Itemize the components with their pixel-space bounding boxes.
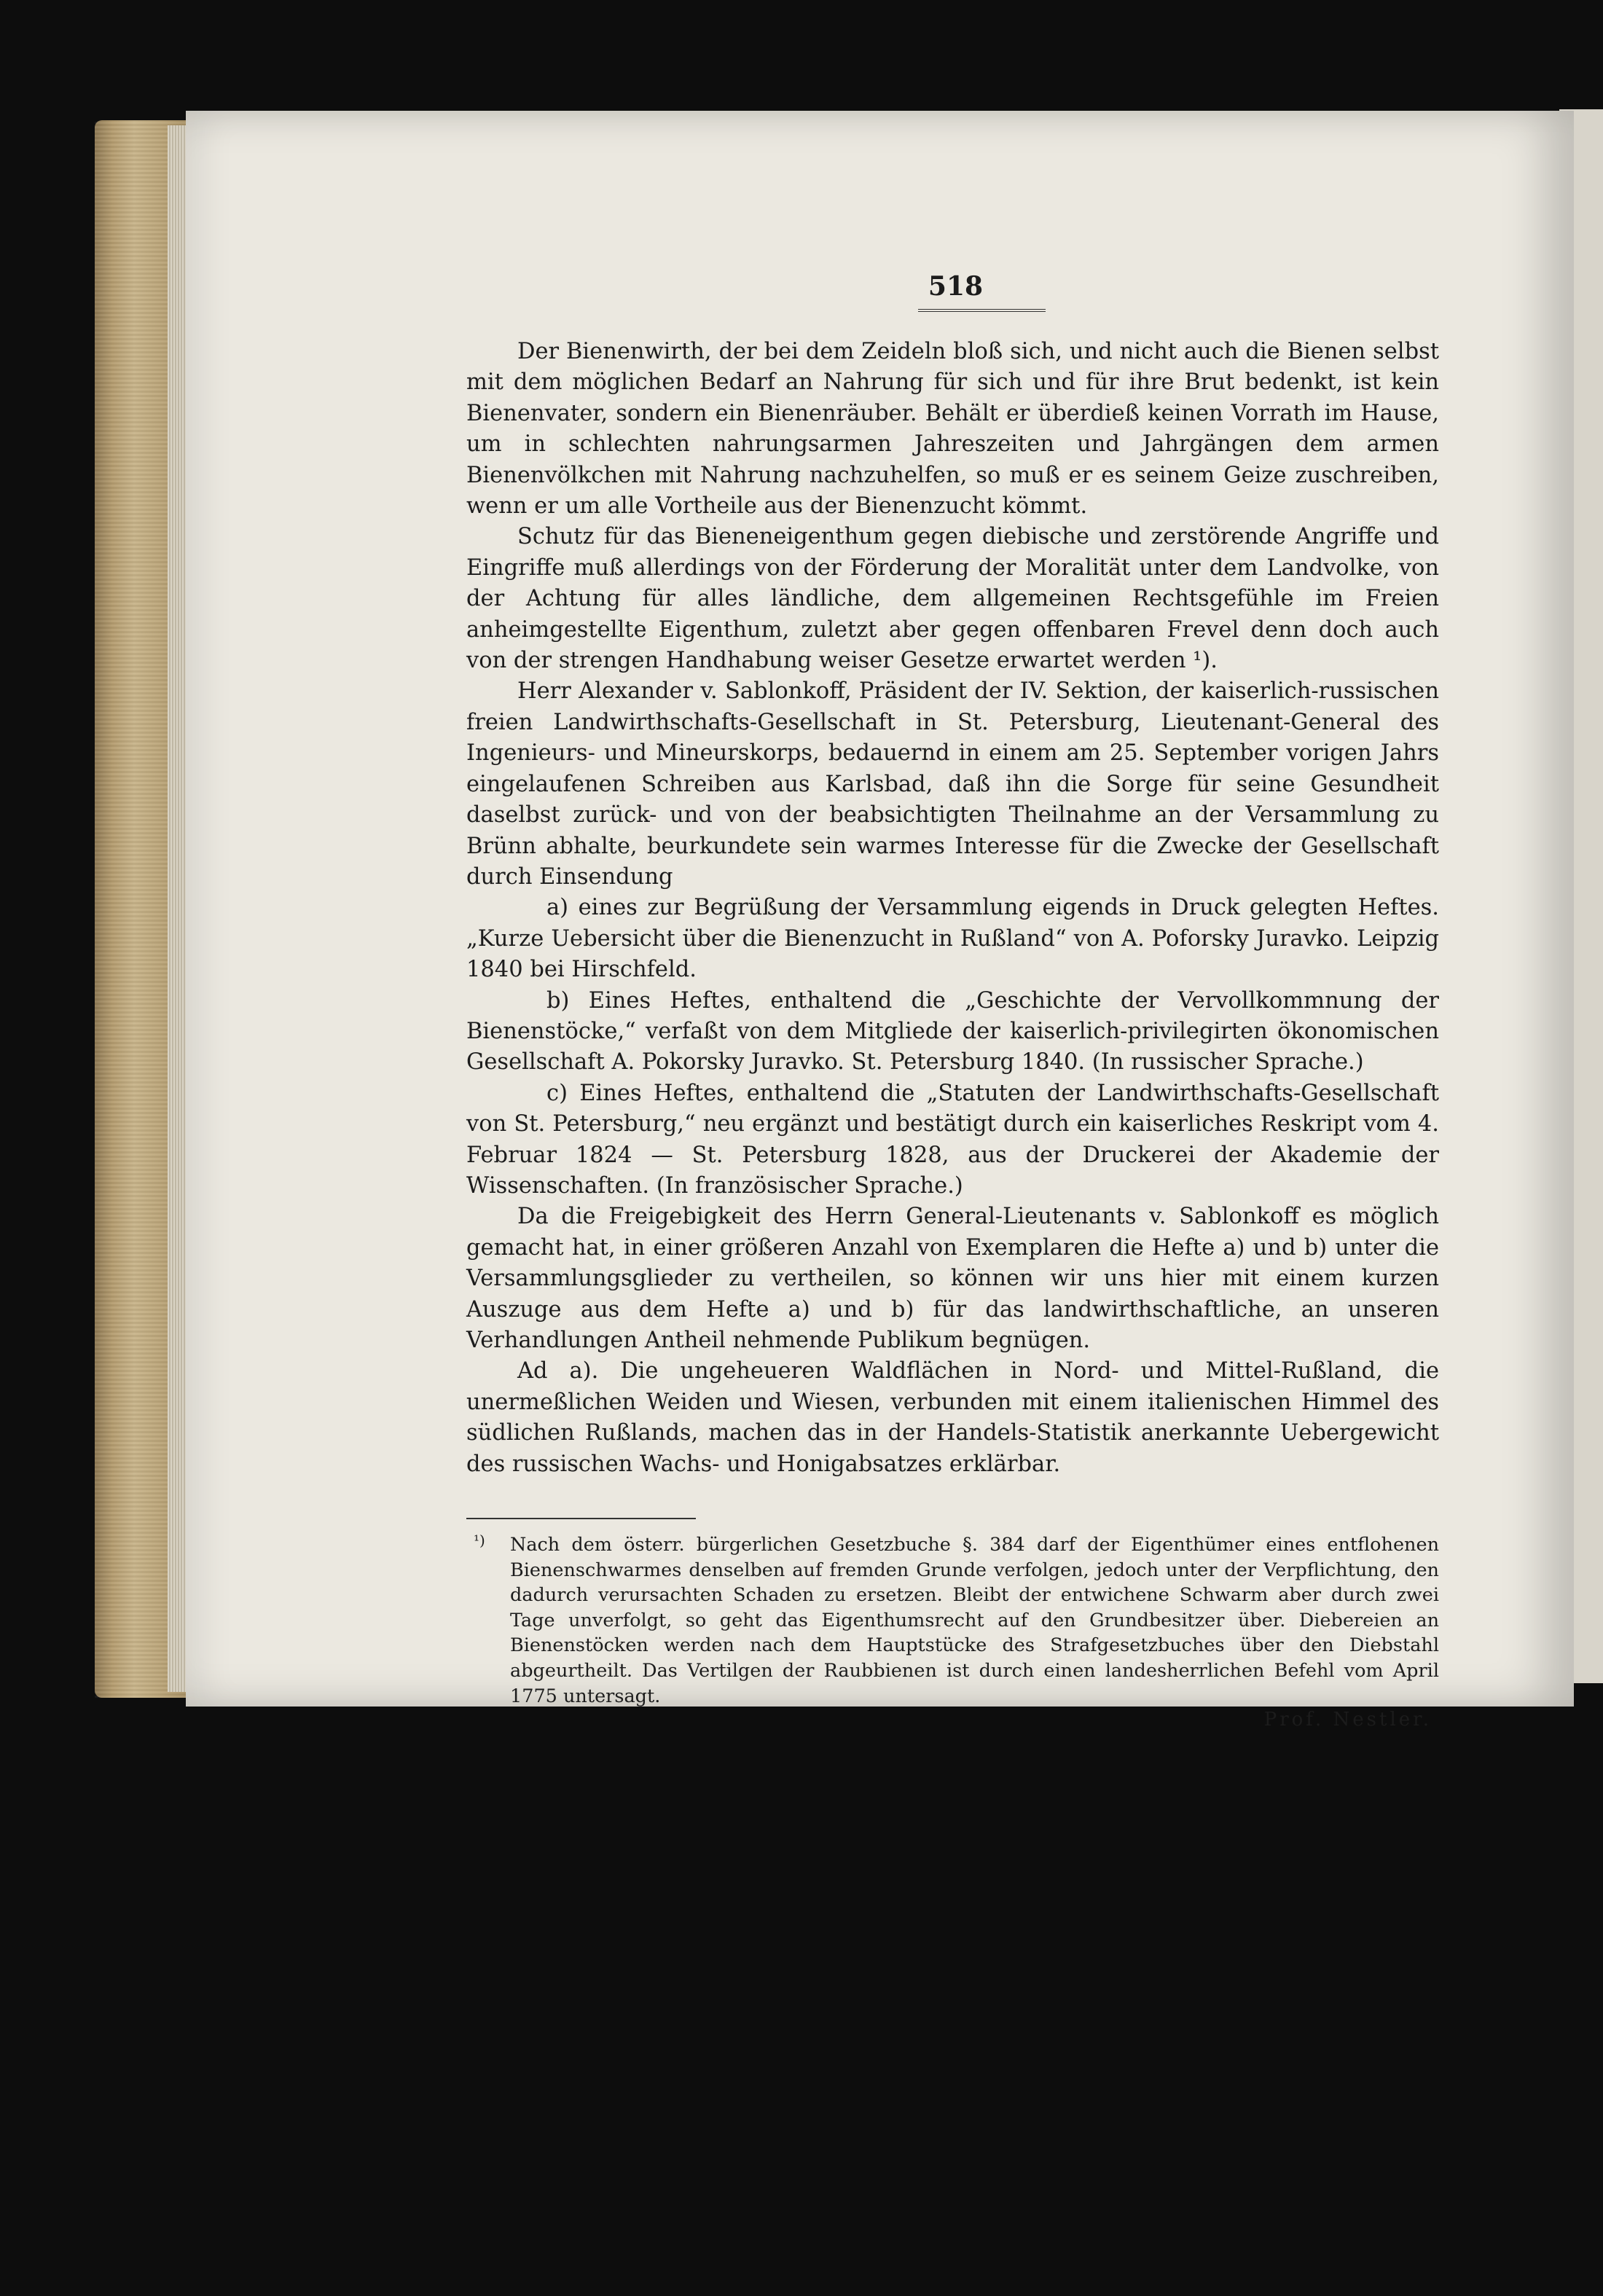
footnote-text: Nach dem österr. bürgerlichen Gesetzbuche §. 384 darf der Eigenthümer eines entflohenen Bienenschwarmes denselben auf fremden Grunde verfolgen, jedoch unter der Verpflichtung, den dadurch verursachten Schaden zu ersetzen. Bleibt der entwichene Schwarm aber durch zwei Tage unverfolgt, so geht das Eigenthumsrecht auf den Grundbesitzer über. Diebereien an Bienenstöcken werden nach dem Hauptstücke des Strafgesetzbuches über den Diebstahl abgeurtheilt. Das Vertilgen der Raubbienen ist durch einen landesherrlichen Befehl vom April 1775 untersagt.	[510, 1534, 1439, 1707]
page-number: 518	[928, 271, 984, 302]
paragraph: Ad a). Die ungeheueren Waldflächen in Nord- und Mittel-Rußland, die unermeßlichen Weiden und Wiesen, verbunden mit einem italienischen Himmel des südlichen Rußlands, machen das in der Handels-Statistik anerkannte Uebergewicht des russischen Wachs- und Honigabsatzes erklärbar.	[466, 1358, 1439, 1477]
page-number-rule	[918, 309, 1046, 315]
body-text	[466, 337, 1439, 1480]
list-item: a) eines zur Begrüßung der Versammlung eigends in Druck gelegten Heftes. „Kurze Uebersicht über die Bienenzucht in Rußland“ von A. Poforsky Juravko. Leipzig 1840 bei Hirschfeld.	[466, 895, 1439, 983]
paragraph: Da die Freigebigkeit des Herrn General-Lieutenants v. Sablonkoff es möglich gemacht hat, in einer größeren Anzahl von Exemplaren die Hefte a) und b) unter die Versammlungsglieder zu vertheilen, so können wir uns hier mit einem kurzen Auszuge aus dem Hefte a) und b) für das landwirthschaftliche, an unseren Verhandlungen Antheil nehmende Publikum begnügen.	[466, 1204, 1439, 1353]
paragraph: Herr Alexander v. Sablonkoff, Präsident der IV. Sektion, der kaiserlich-russischen freien Landwirthschafts-Gesellschaft in St. Petersburg, Lieutenant-General des Ingenieurs- und Mineurskorps, bedauernd in einem am 25. September vorigen Jahrs eingelaufenen Schreiben aus Karlsbad, daß ihn die Sorge für seine Gesundheit daselbst zurück- und von der beabsichtigten Theilnahme an der Versammlung zu Brünn abhalte, beurkundete sein warmes Interesse für die Zwecke der Gesellschaft durch Einsendung	[466, 678, 1439, 890]
paragraph: Schutz für das Bieneneigenthum gegen diebische und zerstörende Angriffe und Eingriffe muß allerdings von der Förderung der Moralität unter dem Landvolke, von der Achtung für alles ländliche, dem allgemeinen Rechtsgefühle im Freien anheimgestellte Eigenthum, zuletzt aber gegen offenbaren Frevel denn doch auch von der strengen Handhabung weiser Gesetze erwartet werden ¹).	[466, 524, 1439, 674]
footnote-mark: ¹)	[474, 1532, 485, 1550]
footnote-signature: Prof. Nestler.	[1263, 1709, 1432, 1731]
list-item: b) Eines Heftes, enthaltend die „Geschichte der Vervollkommnung der Bienenstöcke,“ verfaßt von dem Mitgliede der kaiserlich-privilegirten ökonomischen Gesellschaft A. Pokorsky Juravko. St. Petersburg 1840. (In russischer Sprache.)	[466, 987, 1439, 1075]
paragraph: Der Bienenwirth, der bei dem Zeideln bloß sich, und nicht auch die Bienen selbst mit dem möglichen Bedarf an Nahrung für sich und für ihre Brut bedenkt, ist kein Bienenvater, sondern ein Bienenräuber. Behält er überdieß keinen Vorrath im Hause, um in schlechten nahrungsarmen Jahreszeiten und Jahrgängen dem armen Bienenvölkchen mit Nahrung nachzuhelfen, so muß er es seinem Geize zuschreiben, wenn er um alle Vortheile aus der Bienenzucht kömmt.	[466, 339, 1439, 520]
page-content	[466, 271, 1439, 1731]
list-item: c) Eines Heftes, enthaltend die „Statuten der Landwirthschafts-Gesellschaft von St. Petersburg,“ neu ergänzt und bestätigt durch ein kaiserliches Reskript vom 4. Februar 1824 — St. Petersburg 1828, aus der Druckerei der Akademie der Wissenschaften. (In französischer Sprache.)	[466, 1080, 1439, 1199]
footnote	[466, 1532, 1439, 1709]
footnote-rule	[466, 1518, 696, 1519]
